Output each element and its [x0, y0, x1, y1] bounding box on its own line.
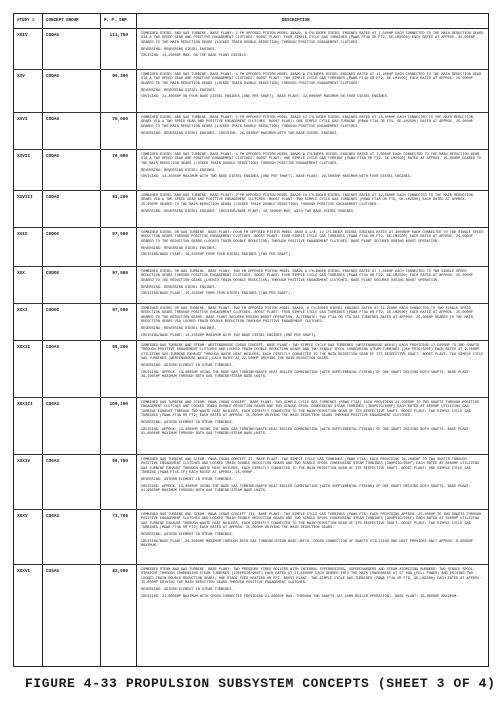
- table-row: [14, 228, 488, 267]
- shp-value: 82,500: [112, 569, 128, 574]
- study-number: XXX: [17, 271, 25, 276]
- description: [141, 116, 485, 138]
- study-number: XXXIII: [17, 402, 33, 407]
- description-paragraph: REVERSING: ASTERN ELEMENT IN STEAM TURBINES.: [141, 478, 234, 482]
- description-paragraph: REVERSING: ASTERN ELEMENT IN STEAM TURBINES.: [141, 588, 234, 592]
- description: [141, 73, 485, 102]
- description-paragraph: COMBINED GAS TURBINE AND STEAM. P&WA COGAS CONCEPT. BASE PLANT: TWO SIMPLE CYCLE GAS TURBINES (P&WA FT4A) EACH PROVIDING 24,200SHP TO TWO SHAFTS THROUGH POSITIVE ENGAGEMENT CLUTCHES AND LOCKED TRAIN DOUBLE REDUCTION GEARS AND TWO SINGLE SPOOL CONDENSING STEAM TURBINES (380PSIG/600F) EACH RATED AT 8000HP UTILIZING GAS TURBINE EXHAUST THROUGH TWO WASTE HEAT BOILERS, EACH DIRECTLY CONNECTED TO THE MAIN REDUCTION GEAR OF ITS RESPECTIVE SHAFT. BOOST PLANT: TWO SIMPLE CYCLE GAS TURBINES (P&WA FT4A OR FT9) EACH RATED AT APPROX. 25,000HP DRIVING THE MAIN REDUCTION GEARS THROUGH POSITIVE ENGAGEMENT CLUTCHES.: [141, 401, 480, 419]
- description-paragraph: COMBINED GAS TURBINE AND STEAM. WESTINGHOUSE COGAS CONCEPT. BASE PLANT: TWO SIMPLE CYCLE GAS TURBINES (WESTINGHOUSE W501C) EACH PROVIDING 17,500SHP TO TWO SHAFTS THROUGH POSITIVE ENGAGEMENT CLUTCHES AND LOCKED TRAIN DOUBLE REDUCTION GEARS AND TWO SINGLE SPOOL CONDENSING STEAM TURBINES (250 PSIG/500F) EACH RATED AT 9,000HP UTILIZING GAS TURBINE EXHAUST THROUGH WASTE HEAT BOILERS, EACH DIRECTLY CONNECTED TO THE MAIN REDUCTION GEAR OF ITS RESPECTIVE SHAFT. BOOST PLANT: TWO SIMPLE CYCLE GAS TURBINES (WESTINGHOUSE W501C) EACH RATED AT 22,500HP DRIVING THE MAIN REDUCTION GEARS.: [141, 344, 484, 362]
- concept-group: CODAG: [46, 74, 60, 79]
- description-paragraph: REVERSING: REVERSING DIESEL ENGINES.: [141, 88, 217, 93]
- shp-value: 73,700: [112, 514, 128, 519]
- description-paragraph: CRUISING/BASE PLANT: 26,200SHP MAXIMUM THROUGH BOTH GAS TURBINE/STEAM BASE UNITS. CROSS CONNECTION OF SHAFTS UTILIZING ONE UNIT PROVIDES ONLY APPROX. 8,000SHP MAXIMUM.: [141, 539, 473, 549]
- concept-group: CODOG: [46, 232, 60, 237]
- description-paragraph: REVERSING: ASTERN ELEMENT IN STEAM TURBINES.: [141, 421, 234, 425]
- description-paragraph: CRUISING: APPROX. 13,000SHP USING THE BASE GAS TURBINE/WASTE HEAT BOILER COMBINATION (WITH SUPPLEMENTAL FIRING) OF ONE SHAFT DRIVING BOTH SHAFTS. BASE PLANT: 61,600SHP MAXIMUM THROUGH BOTH GAS TURBINE/STEAM BASE UNITS.: [141, 427, 471, 437]
- concept-group: COGAS: [46, 402, 60, 407]
- description-paragraph: COMBINED DIESEL AND GAS TURBINE. BASE PLANT: 4 FM OPPOSED PISTON MODEL 38A20 9 CYLINDER DIESEL ENGINES RATED AT 7,500HP EACH CONNECTED TO THE MAIN REDUCTION GEAR VIA A TWO SPEED GEAR AND POSITIVE ENGAGEMENT CLUTCHES. BOOST PLANT: ONE SIMPLE CYCLE GAS TURBINE (P&WA FT4A OR FT9, GE-LM2500) RATED AT APPROX. 25,000HP GEARED TO THE MAIN REDUCTION GEARS (LOCKED TRAIN DOUBLE REDUCTION) THROUGH POSITIVE ENGAGEMENT CLUTCHES.: [141, 153, 482, 166]
- shp-value: 76,000: [112, 154, 128, 159]
- concept-group: CODOG: [46, 308, 60, 313]
- table-body: [14, 29, 488, 623]
- description-paragraph: REVERSING: REVERSING DIESEL ENGINES.: [141, 168, 217, 173]
- concept-group: COGAS: [46, 345, 60, 350]
- description: [141, 231, 485, 260]
- study-number: XXXIV: [17, 459, 31, 464]
- concept-group: COGAS: [46, 459, 60, 464]
- description-paragraph: CRUISING: 14,250SHP MAXIMUM WITH TWO BASE DIESEL ENGINES (ONE PER SHAFT). BASE PLANT: 28,500SHP MAXIMUM WITH FOUR DIESEL ENGINES.: [141, 175, 412, 180]
- study-number: XXVIII: [17, 195, 33, 200]
- study-number: XXV: [17, 74, 25, 79]
- table-row: [14, 191, 488, 228]
- description-paragraph: CRUISING: 21,400SHP ON FOUR BASE DIESEL ENGINES (ONE PER SHAFT). BASE PLANT: 42,800SHP MAXIMUM ON FOUR DIESEL ENGINES.: [141, 95, 389, 100]
- description: [141, 270, 485, 299]
- shp-value: 111,750: [109, 33, 128, 38]
- table-row: [14, 455, 488, 510]
- description-paragraph: COMBINED DIESEL AND GAS TURBINE. BASE PLANT: 2 FM OPPOSED PISTON MODEL 38A20, 8 CYLINDER DIESEL ENGINES RATED AT 7,500HP EACH CONNECTED TO THE MAIN REDUCTION GEARS VIA A TWO SPEED GEAR AND POSITIVE ENGAGEMENT CLUTCHES. BOOST PLANT: FOUR SIMPLE CYCLE GAS TURBINES (P&WA FT4A OR FT9, GE-LM2500) EACH RATED AT APPROX. 25,000HP GEARED TO THE MAIN REDUCTION GEARS (LOCKED TRAIN DOUBLE REDUCTION) THROUGH POSITIVE ENGAGEMENT CLUTCHES.: [141, 32, 484, 45]
- shp-value: 76,000: [112, 117, 128, 122]
- description-paragraph: CRUISING/BASE PLANT: 14,250SHP MAXIMUM WITH TWO BASE DIESEL ENGINES (ONE PER SHAFT).: [141, 333, 318, 338]
- description-paragraph: CRUISING: 21,000SHP MAXIMUM WITH CROSS-CONNECTED PROVIDING 21,000SHP MAX. THROUGH TWO SHAFTS (AT 100% BOILER OPERATION). BASE PLANT: 35,000SHP MAXIMUM.: [141, 594, 459, 599]
- header-shp: P. P. SHP: [104, 19, 127, 23]
- shp-value: 91,200: [112, 195, 128, 200]
- description-paragraph: CRUISING: 14,250SHP MAX. ON THE BASE PLANT DIESELS.: [141, 54, 249, 59]
- study-number: XXXVI: [17, 569, 31, 574]
- description: [141, 568, 485, 601]
- header-study: STUDY #: [17, 19, 35, 23]
- description-paragraph: COMBINED GAS TURBINE AND STEAM. P&WA COGAS CONCEPT III. BASE PLANT: TWO SIMPLE CYCLE GAS TURBINES (P&WA FT8) EACH PROVIDING APPROX. 25,000HP TO TWO SHAFTS THROUGH POSITIVE ENGAGEMENT CLUTCHES AND LOCKED TRAIN DOUBLE REDUCTION GEARS AND TWO SINGLE SPOOL CONDENSING STEAM TURBINES (380PSIG/600F) EACH RATED AT 8000HP UTILIZING GAS TURBINE EXHAUST THROUGH WASTE HEAT BOILERS, EACH DIRECTLY CONNECTED TO THE MAIN REDUCTION GEAR OF ITS RESPECTIVE SHAFT. BOOST PLANT: TWO SIMPLE CYCLE GAS TURBINES (P&WA FT4A OR FT9) EACH RATED AT APPROX. 25,000HP DRIVING THE MAIN REDUCTION GEARS.: [141, 513, 482, 531]
- description-paragraph: COMBINED DIESEL OR GAS TURBINE. BASE PLANT: FOUR FM OPPOSED PISTON MODEL 38ND 8-1/8, 12 CYLINDER DIESEL ENGINES RATED AT 4000BHP EACH CONNECTED TO TWO SINGLE SPEED REDUCTION GEARS THROUGH POSITIVE ENGAGEMENT CLUTCHES. BOOST PLANT: FOUR SIMPLE CYCLE GAS TURBINES (P&WA FT4A OR FT9, GE-LM2500) EACH RATED AT APPROX. 25,000HP GEARED TO THE REDUCTION GEARS (LOCKED TRAIN DOUBLE REDUCTION) THROUGH POSITIVE ENGAGEMENT CLUTCHES. BASE PLANT SECURED DURING BOOST OPERATION.: [141, 231, 484, 244]
- concepts-table: [13, 13, 489, 667]
- study-number: XXXI: [17, 308, 28, 313]
- concept-group: COGAS: [46, 514, 60, 519]
- description: [141, 153, 485, 182]
- description-paragraph: COMBINED DIESEL AND GAS TURBINE. BASE PLANT: 2 FM OPPOSED PISTON MODEL 38A20 12 CYLINDER DIESEL ENGINES RATED AT 13,000HP EACH CONNECTED TO THE MAIN REDUCTION GEARS VIA A TWO SPEED GEAR AND POSITIVE ENGAGEMENT CLUTCHES. BOOST PLANT: ONE SIMPLE CYCLE GAS TURBINE (P&WA FT4A OR FT9, GE-LM2500) RATED AT APPROX. 25,000HP GEARED TO THE MAIN REDUCTION GEARS (LOCKED TRAIN DOUBLE REDUCTION) THROUGH POSITIVE ENGAGEMENT CLUTCHES.: [141, 116, 473, 129]
- table-row: [14, 267, 488, 304]
- description-paragraph: COMBINED DIESEL AND GAS TURBINE. BASE PLANT: 2 FM OPPOSED PISTON MODEL 38A20 18 CYLINDER DIESEL ENGINES RATED AT 22,500HP EACH CONNECTED TO THE MAIN REDUCTION GEARS VIA A TWO SPEED GEAR AND POSITIVE ENGAGEMENT CLUTCHES. BOOST PLANT: TWO SIMPLE CYCLE GAS TURBINES (P&WA FT4A OR FT9, GE-LM2500) EACH RATED AT APPROX. 25,000HP GEARED TO THE MAIN REDUCTION GEARS (LOCKED TRAIN DOUBLE REDUCTION) THROUGH POSITIVE ENGAGEMENT CLUTCHES.: [141, 194, 473, 207]
- table-row: [14, 398, 488, 455]
- figure-caption: FIGURE 4-33 PROPULSION SUBSYSTEM CONCEPTS (SHEET 3 OF 4): [25, 676, 496, 691]
- description: [141, 194, 485, 216]
- shp-value: 97,500: [112, 232, 128, 237]
- shp-value: 97,500: [112, 271, 128, 276]
- concept-group: CODAG: [46, 195, 60, 200]
- concept-group: CODAG: [46, 117, 60, 122]
- table-row: [14, 150, 488, 191]
- description-paragraph: REVERSING: ASTERN ELEMENT IN STEAM TURBINES.: [141, 533, 234, 537]
- table-row: [14, 70, 488, 113]
- description-paragraph: CRUISING: APPROX. 13,000SHP USING THE BASE GAS TURBINE/WASTE HEAT BOILER COMBINATION (WITH SUPPLEMENTAL FIRING) OF ONE SHAFT DRIVING BOTH SHAFTS. BASE PLANT: 49,700SHP MAXIMUM THROUGH BOTH GAS TURBINE/STEAM BASE UNITS.: [141, 370, 471, 380]
- shp-value: 90,750: [112, 459, 128, 464]
- description: [141, 401, 485, 439]
- description-paragraph: REVERSING: REVERSING DIESEL ENGINES.: [141, 246, 217, 251]
- header-description: DESCRIPTION: [282, 19, 310, 23]
- study-number: XXVI: [17, 117, 28, 122]
- concept-group: CODAG: [46, 154, 60, 159]
- concept-group: CODAG: [46, 33, 60, 38]
- table-row: [14, 113, 488, 150]
- description-paragraph: COMBINED DIESEL OR GAS TURBINE. BASE PLANT: TWO FM OPPOSED PISTON MODEL 38A20 9 CYLINDER DIESEL ENGINES RATED AT 7,500HP EACH CONNECTED TO TWO SINGLE SPEED REDUCTION GEARS THROUGH POSITIVE ENGAGEMENT CLUTCHES. BOOST PLANT: FOUR SIMPLE CYCLE GAS TURBINES (P&WA FT4A OR FT9, GE-LM2500) EACH RATED AT APPROX. 25,000HP GEARED TO THE REDUCTION GEARS (LOCKED TRAIN DOUBLE REDUCTION) THROUGH POSITIVE ENGAGEMENT CLUTCHES. BASE PLANT SECURED DURING BOOST OPERATION.: [141, 270, 473, 283]
- description-paragraph: CRUISING: APPROX. 13,000SHP USING THE BASE GAS TURBINE/WASTE HEAT BOILER COMBINATION (WITH SUPPLEMENTAL FIRING) OF ONE SHAFT DRIVING BOTH SHAFTS. BASE PLANT: 61,600SHP MAXIMUM THROUGH BOTH GAS TURBINE/STEAM BASE UNITS.: [141, 484, 471, 494]
- description-paragraph: REVERSING: REVERSING DIESEL ENGINES. CRUISING: 28,500SHP MAXIMUM WITH TWO BASE DIESEL ENGINES.: [141, 131, 339, 136]
- table-header: [14, 14, 488, 29]
- description: [141, 32, 485, 61]
- header-concept-group: CONCEPT GROUP: [46, 19, 79, 23]
- table-row: [14, 510, 488, 565]
- description: [141, 307, 485, 340]
- shp-value: 95,200: [112, 345, 128, 350]
- description-paragraph: CRUISING/BASE PLANT: 16,250SHP FROM FOUR DIESEL ENGINES (TWO PER SHAFT).: [141, 253, 293, 258]
- description: [141, 458, 485, 496]
- table-row: [14, 341, 488, 398]
- description-paragraph: COMBINED STEAM AND GAS TURBINE. BASE PLANT: TWO PRESSURE FIRED BOILERS WITH INTEGRAL SUPERHEATERS, SUPERCHARGERS AND STEAM-ATOMIZING BURNERS; TWO SINGLE SPOOL, STRAIGHT THROUGH CONDENSING STEAM TURBINES (1200PSIG/950F) EACH RATED AT 17,500SHP EACH GEARED INTO THE MAIN CONDENSERS AT 5" HGA (FULL POWER) AND DRIVING TWO LOCKED TRAIN DOUBLE REDUCTION GEARS; ONE STAGE FEED HEATING ON EFT. BOOST PLANT: TWO SIMPLE CYCLE GAS TURBINES (P&WA FT4A OR FT9, GE-LM2500) EACH RATED AT APPROX. 25,000HP DRIVING THE MAIN REDUCTION GEARS THROUGH POSITIVE ENGAGEMENT CLUTCHES.: [141, 568, 482, 586]
- table-row: [14, 565, 488, 623]
- description: [141, 513, 485, 551]
- description-paragraph: REVERSING: REVERSING DIESEL ENGINES.: [141, 327, 217, 331]
- table-row: [14, 29, 488, 70]
- description-paragraph: COMBINED DIESEL OR GAS TURBINE. BASE PLANT: TWO FM OPPOSED PISTON MODEL 38A20, 9 CYLINDER DIESEL ENGINES RATED AT 11,250HP EACH CONNECTED TO TWO SINGLE SPEED REDUCTION GEARS THROUGH POSITIVE ENGAGEMENT CLUTCHES. BOOST PLANT: FOUR SIMPLE CYCLE GAS TURBINES (P&WA FT4A OR FT9, GE-LM2500) EACH RATED AT APPROX. 25,000HP GEARED TO THE REDUCTION GEARS. BASE PLANT SECURED DURING BOOST OPERATION. ALTERNATE: TWO FT4A OR FT9 GAS TURBINES RATED AT APPROX. 25,000HP GEARED TO THE MAIN REDUCTION GEARS VIA LOCKED TRAIN DOUBLE REDUCTION THROUGH POSITIVE ENGAGEMENT CLUTCHES.: [141, 307, 473, 325]
- description-paragraph: CRUISING/BASE PLANT: 15,250SHP FROM FOUR DIESEL ENGINES (TWO PER SHAFT).: [141, 292, 293, 297]
- table-row: [14, 304, 488, 341]
- study-number: XXVII: [17, 154, 31, 159]
- concept-group: CODOG: [46, 271, 60, 276]
- shp-value: 97,500: [112, 308, 128, 313]
- description-paragraph: COMBINED DIESEL AND GAS TURBINE. BASE PLANT: 4 FM OPPOSED PISTON MODEL 38A20 9 CYLINDER DIESEL ENGINES RATED AT 11,200HP EACH CONNECTED TO THE MAIN REDUCTION GEAR VIA A TWO SPEED GEAR AND POSITIVE ENGAGEMENT CLUTCHES. BOOST PLANT: TWO SIMPLE CYCLE GAS TURBINES (P&WA FT4A OR FT9, GE-LM2500) EACH RATED AT APPROX. 25,000HP GEARED TO THE MAIN REDUCTION GEARS (LOCKED TRAIN DOUBLE REDUCTION) THROUGH POSITIVE ENGAGEMENT CLUTCHES.: [141, 73, 482, 86]
- shp-value: 90,300: [112, 74, 128, 79]
- study-number: XXXII: [17, 345, 31, 350]
- description: [141, 344, 485, 382]
- concept-group: COSAG: [46, 569, 60, 574]
- description-paragraph: COMBINED GAS TURBINE AND STEAM. P&WA COGAS CONCEPT II. BASE PLANT: TWO SIMPLE CYCLE GAS TURBINES (P&WA FT4A) EACH PROVIDING 24,200SHP TO TWO SHAFTS THROUGH POSITIVE ENGAGEMENT CLUTCHES AND LOCKED TRAIN DOUBLE REDUCTION GEARS AND TWO SINGLE SPOOL CONDENSING STEAM TURBINES (380PSIG/600F) EACH RATED AT 8000HP UTILIZING GAS TURBINE EXHAUST THROUGH WASTE HEAT BOILERS, EACH DIRECTLY CONNECTED TO THE MAIN REDUCTION GEAR OF ITS RESPECTIVE SHAFT. BOOST PLANT: ONE SIMPLE CYCLE GAS TURBINE (P&WA FT4C-IF) EACH RATED AT APPROX. 25,000HP.: [141, 458, 480, 476]
- study-number: XXXV: [17, 514, 28, 519]
- description-paragraph: REVERSING: REVERSING DIESEL ENGINES. CRUISING/BASE PLANT: 42,700SHP MAX. WITH TWO BASE DIESEL ENGINES.: [141, 209, 356, 214]
- description-paragraph: REVERSING: REVERSING DIESEL ENGINES.: [141, 285, 217, 290]
- study-number: XXIV: [17, 33, 28, 38]
- shp-value: 109,100: [109, 402, 128, 407]
- study-number: XXIX: [17, 232, 28, 237]
- description-paragraph: REVERSING: REVERSING DIESEL ENGINES.: [141, 47, 217, 52]
- description-paragraph: REVERSING: ASTERN ELEMENT IN STEAM TURBINES.: [141, 364, 234, 368]
